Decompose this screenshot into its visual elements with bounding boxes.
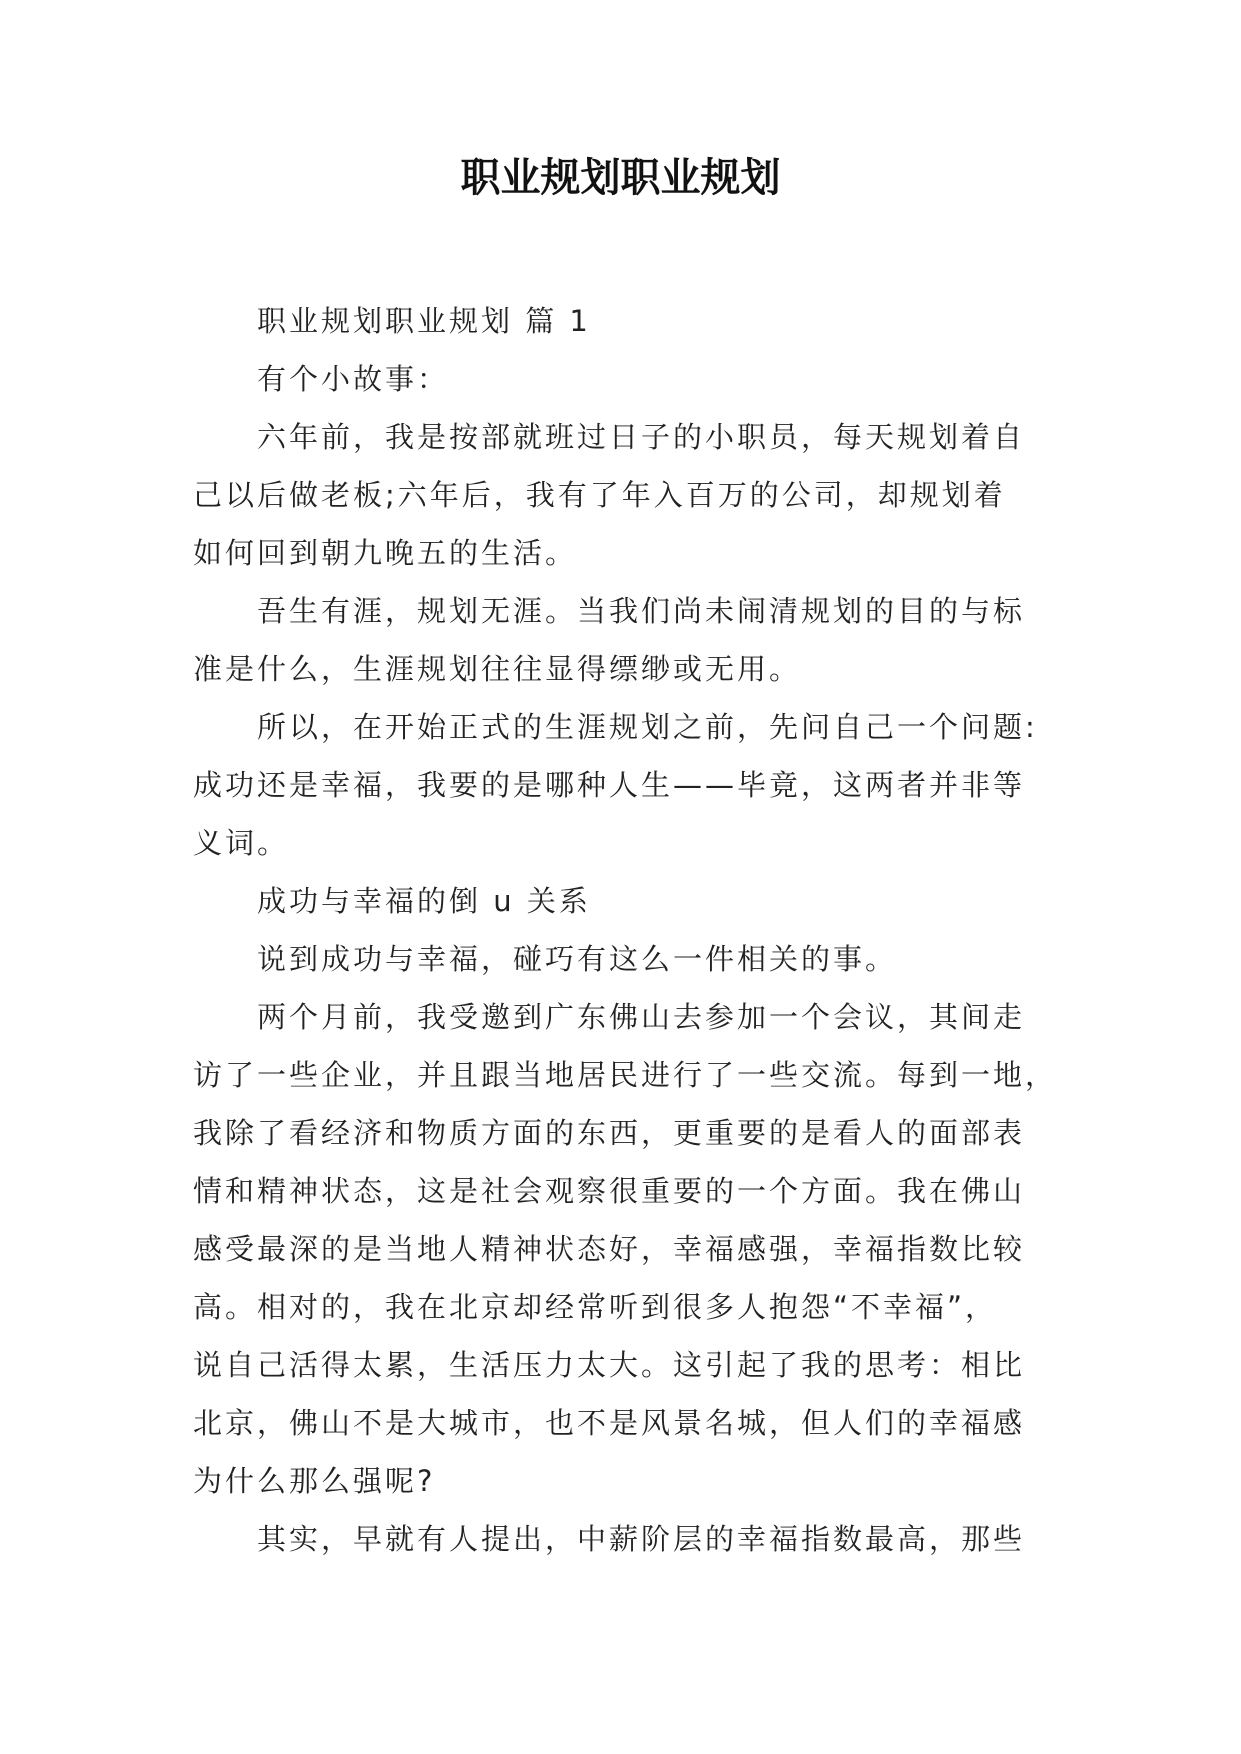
paragraph — [193, 930, 1063, 988]
paragraph-line: 说自己活得太累，生活压力太大。这引起了我的思考：相比 — [193, 1348, 1026, 1382]
paragraph-line: 情和精神状态，这是社会观察很重要的一个方面。我在佛山 — [193, 1174, 1026, 1208]
paragraph — [193, 988, 1063, 1510]
paragraph-line: 准是什么，生涯规划往往显得缥缈或无用。 — [193, 652, 802, 686]
paragraph-line: 如何回到朝九晚五的生活。 — [193, 536, 578, 570]
paragraph — [193, 292, 1063, 350]
paragraph — [193, 872, 1063, 930]
paragraph-line: 我除了看经济和物质方面的东西，更重要的是看人的面部表 — [193, 1116, 1026, 1150]
paragraph-line: 其实，早就有人提出，中薪阶层的幸福指数最高，那些 — [257, 1522, 1026, 1556]
paragraph — [193, 1510, 1063, 1568]
paragraph-line: 义词。 — [193, 826, 290, 860]
paragraph — [193, 350, 1063, 408]
paragraph-line: 北京，佛山不是大城市，也不是风景名城，但人们的幸福感 — [193, 1406, 1026, 1440]
paragraph — [193, 408, 1063, 582]
paragraph-line: 访了一些企业，并且跟当地居民进行了一些交流。每到一地， — [193, 1058, 1058, 1092]
paragraph-line: 成功与幸福的倒 u 关系 — [257, 884, 591, 918]
paragraph-line: 高。相对的，我在北京却经常听到很多人抱怨“不幸福”， — [193, 1290, 998, 1324]
paragraph-line: 有个小故事： — [257, 362, 450, 396]
paragraph — [193, 582, 1063, 698]
paragraph-line: 所以，在开始正式的生涯规划之前，先问自己一个问题: — [257, 710, 1038, 744]
paragraph-line: 为什么那么强呢? — [193, 1464, 436, 1498]
paragraph-line: 说到成功与幸福，碰巧有这么一件相关的事。 — [257, 942, 898, 976]
paragraph — [193, 698, 1063, 872]
document-title: 职业规划职业规划 — [460, 154, 781, 201]
paragraph-line: 感受最深的是当地人精神状态好，幸福感强，幸福指数比较 — [193, 1232, 1026, 1266]
paragraph-line: 六年前，我是按部就班过日子的小职员，每天规划着自 — [257, 420, 1026, 454]
paragraph-line: 两个月前，我受邀到广东佛山去参加一个会议，其间走 — [257, 1000, 1026, 1034]
paragraph-line: 职业规划职业规划 篇 1 — [257, 304, 591, 338]
paragraph-line: 己以后做老板;六年后，我有了年入百万的公司，却规划着 — [193, 478, 1006, 512]
paragraph-line: 吾生有涯，规划无涯。当我们尚未闹清规划的目的与标 — [257, 594, 1026, 628]
paragraph-line: 成功还是幸福，我要的是哪种人生——毕竟，这两者并非等 — [193, 768, 1026, 802]
document-body — [193, 292, 1063, 1568]
